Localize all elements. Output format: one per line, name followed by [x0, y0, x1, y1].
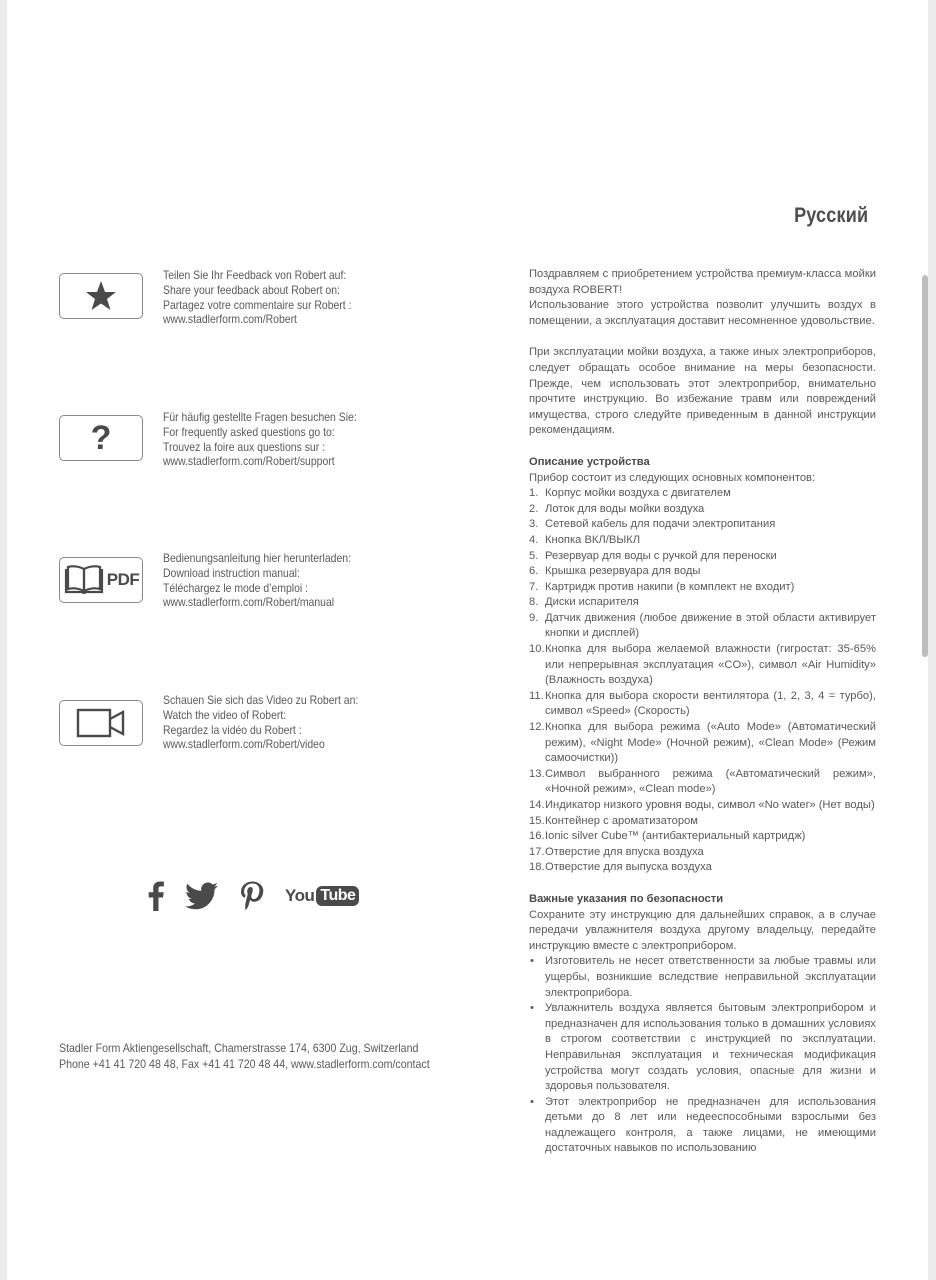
- intro-paragraph-1: Поздравляем с приобретением устройства премиум-класса мойки воздуха ROBERT!: [529, 268, 876, 296]
- list-item-text: Корпус мойки воздуха с двигателем: [545, 487, 731, 500]
- list-item-text: Диски испарителя: [545, 596, 639, 609]
- feedback-info: Teilen Sie Ihr Feedback von Robert auf: Share your feedback about Robert on: Partagez votre commentaire sur Robert : www.stadlerform.com/Robert: [163, 269, 463, 328]
- twitter-icon[interactable]: [185, 882, 219, 910]
- list-item-number: 18.: [529, 861, 545, 874]
- list-item-text: Резервуар для воды с ручкой для переноски: [545, 549, 777, 562]
- list-item-text: Датчик движения (любое движение в этой области активирует кнопки и дисплей): [545, 611, 876, 640]
- description-intro: Прибор состоит из следующих основных компонентов:: [529, 471, 816, 484]
- list-item-text: Кнопка ВКЛ/ВЫКЛ: [545, 533, 641, 546]
- list-item-number: 17.: [529, 845, 545, 858]
- faq-icon-box[interactable]: [59, 415, 143, 461]
- safety-heading: Важные указания по безопасности: [529, 892, 724, 905]
- list-item-number: 15.: [529, 814, 545, 827]
- description-heading: Описание устройства: [529, 455, 650, 468]
- list-item: [529, 564, 876, 580]
- intro-paragraph-3: При эксплуатации мойки воздуха, а также иных электроприборов, следует обращать особое внимание на меры безопасности. Прежде, чем использовать этот электроприбор, внимательно прочтите инструкцию. Во избежание травм или повреждений имущества, строго следуйте приведенным в данной инструкции рекомендациям.: [529, 346, 876, 437]
- manual-link[interactable]: www.stadlerform.com/Robert/manual: [163, 596, 335, 610]
- safety-intro: Сохраните эту инструкцию для дальнейших справок, а в случае передачи увлажнителя воздуха другому владельцу, передайте инструкцию вместе с электроприбором.: [529, 908, 876, 952]
- pinterest-icon[interactable]: [239, 881, 265, 911]
- list-item-text: Отверстие для выпуска воздуха: [545, 861, 712, 874]
- list-item-number: 5.: [529, 549, 539, 562]
- list-item-number: 11.: [529, 689, 544, 702]
- faq-link[interactable]: www.stadlerform.com/Robert/support: [163, 455, 335, 469]
- list-item: [529, 720, 876, 767]
- youtube-you-label: You: [285, 886, 315, 905]
- youtube-icon[interactable]: [285, 886, 359, 906]
- video-link[interactable]: www.stadlerform.com/Robert/video: [163, 738, 325, 752]
- list-item: [529, 517, 876, 533]
- list-item-number: 9.: [529, 611, 539, 624]
- list-item-number: 6.: [529, 565, 539, 578]
- list-item-number: 3.: [529, 518, 539, 531]
- list-item: [529, 829, 876, 845]
- list-item-text: Кнопка для выбора желаемой влажности (гигростат: 35-65% или непрерывная эксплуатация «CO»), символ «Air Humidity» (Влажность воздуха): [545, 643, 876, 687]
- list-item: [529, 767, 876, 798]
- question-icon: ?: [90, 419, 112, 457]
- intro-paragraph-2: Использование этого устройства позволит улучшить воздух в помещении, а эксплуатация доставит несомненное удовольствие.: [529, 299, 876, 327]
- open-book-icon: [63, 564, 105, 596]
- language-heading: Русский: [793, 204, 868, 227]
- safety-bullet-item: • Изготовитель не несет ответственности за любые травмы или ущербы, возникшие вследствие неправильной эксплуатации электроприбора.: [529, 954, 876, 1001]
- list-item-text: Кнопка для выбора скорости вентилятора (1, 2, 3, 4 = турбо), символ «Speed» (Скорость): [545, 689, 876, 718]
- list-item-text: Кнопка для выбора режима («Auto Mode» (Автоматический режим), «Night Mode» (Ночной режим), «Clean Mode» (Режим самоочистки)): [545, 721, 876, 765]
- manual-page: [7, 0, 928, 1280]
- list-item-number: 13.: [529, 767, 545, 780]
- list-item-number: 2.: [529, 502, 539, 515]
- list-item: [529, 814, 876, 830]
- list-item: [529, 486, 876, 502]
- video-info: Schauen Sie sich das Video zu Robert an: Watch the video of Robert: Regardez la vidéo du Robert : www.stadlerform.com/Robert/video: [163, 694, 463, 753]
- list-item: [529, 502, 876, 518]
- list-item: [529, 533, 876, 549]
- components-list: [529, 486, 876, 876]
- list-item-number: 8.: [529, 596, 539, 609]
- list-item: [529, 595, 876, 611]
- faq-info: Für häufig gestellte Fragen besuchen Sie: For frequently asked questions go to: Trouvez la foire aux questions sur : www.stadlerform.com/Robert/support: [163, 411, 463, 470]
- list-item: [529, 549, 876, 565]
- video-icon-box[interactable]: [59, 700, 143, 746]
- facebook-icon[interactable]: [147, 881, 165, 911]
- list-item-number: 1.: [529, 487, 539, 500]
- list-item-number: 4.: [529, 533, 539, 546]
- youtube-tube-label: Tube: [316, 886, 359, 906]
- list-item: [529, 860, 876, 876]
- safety-bullet-item: • Увлажнитель воздуха является бытовым электроприбором и предназначен для использования только в домашних условиях в строгом соответствии с инструкцией по эксплуатации. Неправильная эксплуатация и техническая модификация устройства могут создать условия, опасные для жизни и здоровья пользователя.: [529, 1001, 876, 1095]
- russian-text-column: [529, 267, 876, 1157]
- scrollbar[interactable]: [922, 275, 928, 657]
- list-item-text: Ionic silver Cube™ (антибактериальный картридж): [545, 830, 806, 843]
- manual-info: Bedienungsanleitung hier herunterladen: Download instruction manual: Téléchargez le mode d’emploi : www.stadlerform.com/Robert/manual: [163, 552, 463, 611]
- list-item-number: 16.: [529, 830, 545, 843]
- list-item-text: Отверстие для впуска воздуха: [545, 845, 704, 858]
- list-item-text: Символ выбранного режима («Автоматический режим», «Ночной режим», «Clean mode»): [545, 767, 876, 796]
- list-item-number: 7.: [529, 580, 539, 593]
- list-item: [529, 845, 876, 861]
- company-footer: [59, 1041, 471, 1073]
- manual-icon-box[interactable]: [59, 557, 143, 603]
- company-contact: Phone +41 41 720 48 48, Fax +41 41 720 48 44, www.stadlerform.com/contact: [59, 1056, 430, 1071]
- feedback-icon-box[interactable]: [59, 273, 143, 319]
- star-icon: [84, 279, 118, 313]
- social-links: [147, 878, 359, 914]
- list-item-text: Картридж против накипи (в комплект не входит): [545, 580, 795, 593]
- list-item-number: 14.: [529, 799, 545, 811]
- list-item: [529, 798, 876, 814]
- list-item-number: 12.: [529, 721, 545, 734]
- safety-list: [529, 954, 876, 1157]
- list-item: [529, 642, 876, 689]
- list-item: [529, 611, 876, 642]
- safety-bullet-item: • Этот электроприбор не предназначен для использования детьми до 8 лет или недееспособными взрослыми без надлежащего контроля, а также лицами, не имеющими достаточных навыков по использованию: [529, 1095, 876, 1157]
- company-address: Stadler Form Aktiengesellschaft, Chamerstrasse 174, 6300 Zug, Switzerland: [59, 1041, 419, 1055]
- list-item-text: Лоток для воды мойки воздуха: [545, 502, 705, 515]
- pdf-label: PDF: [106, 570, 140, 589]
- list-item-number: 10.: [529, 643, 545, 656]
- list-item-text: Сетевой кабель для подачи электропитания: [545, 518, 776, 531]
- list-item-text: Крышка резервуара для воды: [545, 565, 701, 578]
- list-item-text: Индикатор низкого уровня воды, символ «No water» (Нет воды): [545, 799, 875, 811]
- video-camera-icon: [76, 707, 126, 739]
- list-item-text: Контейнер с ароматизатором: [545, 814, 698, 827]
- list-item: [529, 580, 876, 596]
- list-item: [529, 689, 876, 720]
- feedback-link[interactable]: www.stadlerform.com/Robert: [163, 313, 297, 327]
